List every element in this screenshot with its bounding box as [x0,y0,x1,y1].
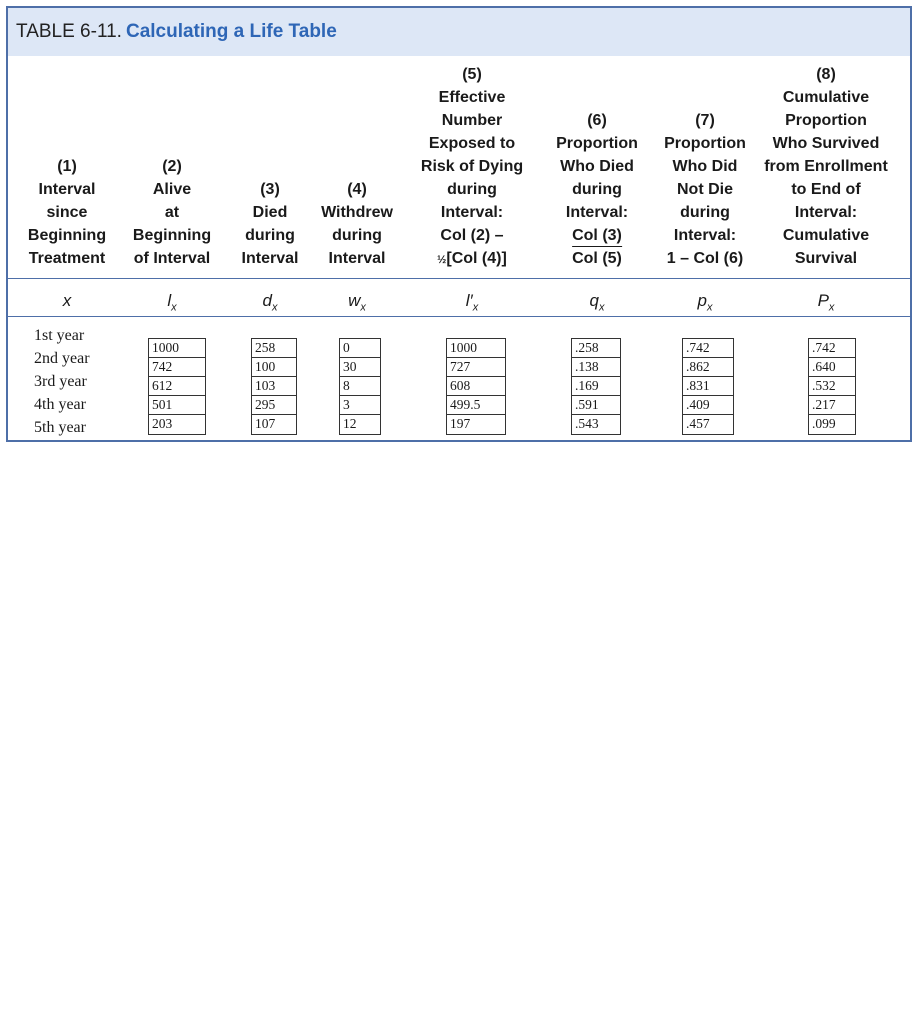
column-symbol-6 [590,291,605,313]
column-header-line: Proportion [664,135,746,152]
column-number: (6) [587,112,607,129]
column-header-line: Treatment [28,250,106,267]
table-cell: .742 [809,339,855,358]
table-cell: .099 [812,416,836,431]
row-label: 2nd year [34,350,90,367]
column-header-line: since [46,204,88,221]
column-header-line [421,247,523,272]
table-cell: .217 [809,396,855,415]
symbol-main: P [817,291,829,310]
column-header-line: Interval [241,250,299,267]
column-header-line: Col (5) [572,250,622,267]
column-number: (1) [57,158,77,175]
column-header-line: Died [252,204,288,221]
symbol-main: l [167,291,172,310]
column-header-line: Cumulative [782,227,870,244]
value-column-alive [148,338,206,435]
column-header-7 [664,109,746,270]
table-cell: .543 [575,416,599,431]
column-header-line: Interval: [440,204,504,221]
table-title-bar [8,8,910,56]
column-header-line: Who Did [672,158,738,175]
column-number: (3) [260,181,280,198]
column-header-line: Beginning [27,227,107,244]
life-table [6,6,912,442]
row-label: 4th year [34,396,86,413]
column-number: (7) [695,112,715,129]
column-header-line: Col (2) – [440,227,504,244]
table-cell: 100 [252,358,296,377]
table-cell: 258 [252,339,296,358]
column-header-1 [28,155,106,270]
column-symbol-2 [167,291,176,313]
column-header-line: Interval: [565,204,629,221]
column-number: (5) [462,66,482,83]
row-label: 5th year [34,419,86,436]
value-column-proportion-survived [682,338,734,435]
symbol-subscript: x [706,301,713,314]
column-header-line: Effective [438,89,506,106]
table-cell: .742 [683,339,733,358]
column-header-line [556,224,638,247]
value-column-exposed [446,338,506,435]
column-symbol-1 [63,291,72,311]
table-cell: .831 [683,377,733,396]
table-cell: 608 [447,377,505,396]
table-cell: 203 [152,416,173,431]
table-cell: 742 [149,358,205,377]
column-header-line: to End of [791,181,861,198]
column-symbol-5 [466,291,478,313]
symbol-main: w [348,291,361,310]
table-cell: .862 [683,358,733,377]
row-label: 1st year [34,327,85,344]
header-divider [8,278,910,279]
symbol-main: x [62,291,72,310]
column-number: (2) [162,158,182,175]
half-fraction: ½ [437,254,447,266]
column-header-line: during [447,181,497,198]
symbol-subscript: x [598,301,605,314]
row-label: 3rd year [34,373,87,390]
table-cell: 12 [343,416,357,431]
column-header-line: Who Survived [772,135,880,152]
table-cell: 1000 [149,339,205,358]
table-cell: 8 [340,377,380,396]
column-header-line: Survival [794,250,858,267]
table-cell: .457 [686,416,710,431]
table-cell: 3 [340,396,380,415]
value-column-died [251,338,297,435]
column-header-line: during [245,227,295,244]
table-title [16,21,337,43]
table-cell: .409 [683,396,733,415]
column-symbol-8 [818,291,835,313]
column-header-line: Proportion [556,135,638,152]
column-header-line: Risk of Dying [420,158,524,175]
column-header-2 [133,155,211,270]
symbol-subscript: x [360,301,366,314]
column-header-line: Beginning [132,227,212,244]
column-header-line: 1 – Col (6) [666,250,744,267]
column-header-text: [Col (4)] [446,250,507,267]
column-header-line: Exposed to [428,135,516,152]
column-header-line: Interval: [673,227,737,244]
column-number: (4) [347,181,367,198]
column-symbol-3 [263,291,278,313]
column-number: (8) [816,66,836,83]
column-header-line: Withdrew [321,204,393,221]
value-column-proportion-died [571,338,621,435]
table-cell: .138 [572,358,620,377]
column-header-line: Interval [38,181,96,198]
table-number: TABLE 6-11. [16,21,122,42]
symbol-subscript: x [271,301,278,314]
column-header-line: of Interval [133,250,211,267]
symbol-main: d [262,291,272,310]
table-cell: 727 [447,358,505,377]
column-header-line: Interval [328,250,386,267]
symbol-main: l′ [465,291,473,310]
table-cell: 30 [340,358,380,377]
column-header-5 [421,63,523,272]
column-header-6 [556,109,638,270]
column-header-8 [764,63,888,270]
column-header-line: Not Die [676,181,733,198]
column-header-line: Interval: [794,204,858,221]
table-cell: 103 [252,377,296,396]
table-cell: 197 [450,416,471,431]
column-header-line: at [164,204,180,221]
column-header-line: Proportion [785,112,867,129]
table-cell: .640 [809,358,855,377]
column-header-line: during [680,204,730,221]
table-cell: 499.5 [447,396,505,415]
column-header-line: Who Died [560,158,634,175]
value-column-cumulative-survival [808,338,856,435]
symbol-subscript: x [171,301,177,314]
table-cell: 612 [149,377,205,396]
symbol-divider [8,316,910,317]
column-header-4 [321,178,393,270]
symbol-subscript: x [828,301,835,314]
table-cell: .258 [572,339,620,358]
column-header-line: during [572,181,622,198]
table-cell: 1000 [447,339,505,358]
table-cell: 0 [340,339,380,358]
symbol-subscript: x [472,301,479,314]
column-header-line: Alive [152,181,192,198]
table-cell: .532 [809,377,855,396]
value-column-withdrew [339,338,381,435]
column-header-line: Cumulative [782,89,870,106]
table-cell: .169 [572,377,620,396]
column-header-3 [242,178,299,270]
table-cell: 107 [255,416,276,431]
column-header-line: Number [441,112,503,129]
symbol-main: q [589,291,599,310]
table-cell: 295 [252,396,296,415]
table-cell: .591 [572,396,620,415]
fraction-numerator: Col (3) [572,226,622,247]
table-cell: 501 [149,396,205,415]
table-caption: Calculating a Life Table [125,21,337,42]
column-header-line: from Enrollment [764,158,888,175]
column-symbol-4 [348,291,366,313]
column-header-line: during [332,227,382,244]
symbol-main: p [697,291,707,310]
column-symbol-7 [698,291,713,313]
